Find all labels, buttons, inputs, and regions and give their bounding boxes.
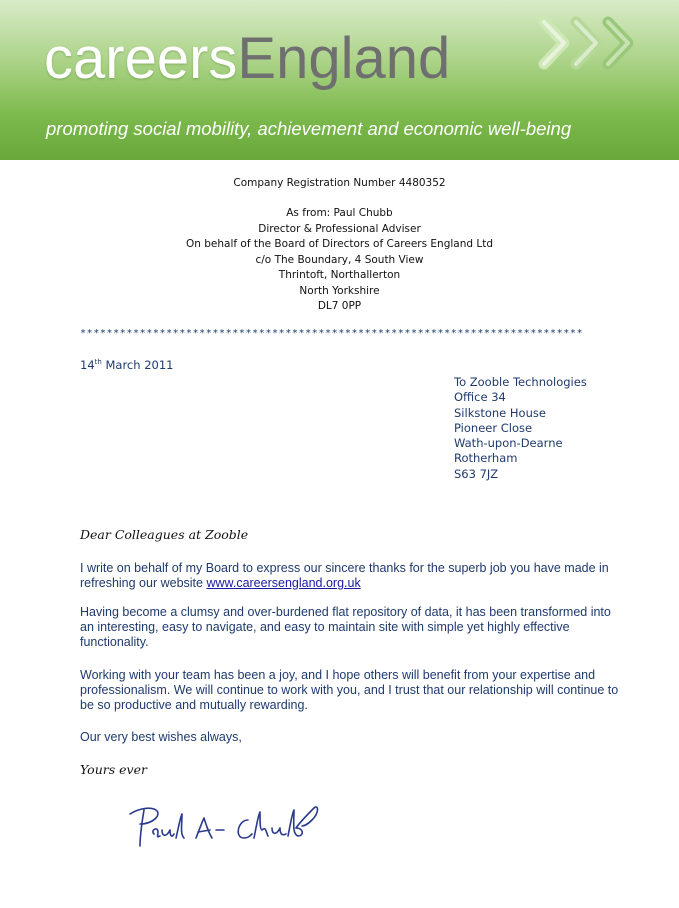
sender-line: DL7 0PP bbox=[317, 300, 362, 312]
recipient-line: Silkstone House bbox=[454, 405, 546, 420]
salutation: Dear Colleagues at Zooble bbox=[80, 527, 249, 542]
triple-chevron-right-icon bbox=[538, 14, 658, 72]
recipient-line: To Zooble Technologies bbox=[454, 375, 587, 389]
closing: Yours ever bbox=[80, 762, 147, 777]
logo-word-england: England bbox=[237, 26, 451, 91]
paragraph-partnership: Working with your team has been a joy, and I hope others will benefit from your expertise and professionalism. We will continue to work with you, and I trust that our relationship will continue to be so productive and mutually rewarding. bbox=[80, 668, 619, 712]
sender-line: As from: Paul Chubb bbox=[286, 207, 393, 219]
paragraph-thanks: I write on behalf of my Board to express our sincere thanks for the superb job you have made in refreshing our website www.careersengland.org.uk bbox=[80, 561, 609, 590]
careers-england-logo bbox=[44, 26, 451, 91]
recipient-line: Wath-upon-Dearne bbox=[454, 436, 563, 451]
handwritten-signature bbox=[126, 800, 326, 852]
best-wishes: Our very best wishes always, bbox=[80, 730, 242, 744]
tagline: promoting social mobility, achievement and economic well-being bbox=[46, 118, 572, 139]
sender-line: Thrintoft, Northallerton bbox=[278, 269, 401, 281]
website-link[interactable]: www.careersengland.org.uk bbox=[206, 576, 361, 590]
registration-number: Company Registration Number 4480352 bbox=[233, 177, 446, 189]
logo-word-careers: careers bbox=[44, 26, 238, 91]
sender-line: c/o The Boundary, 4 South View bbox=[255, 253, 424, 266]
letter-date: 14th March 2011 bbox=[80, 358, 174, 372]
sender-line: North Yorkshire bbox=[299, 284, 380, 297]
paragraph-transformation: Having become a clumsy and over-burdened flat repository of data, it has been transformed into an interesting, easy to navigate, and easy to maintain site with simple yet highly effective functionality. bbox=[80, 605, 611, 649]
recipient-address bbox=[454, 375, 587, 482]
recipient-line: Rotherham bbox=[454, 451, 518, 466]
header-banner bbox=[0, 0, 679, 160]
recipient-line: Office 34 bbox=[454, 390, 506, 405]
recipient-line: Pioneer Close bbox=[454, 420, 533, 435]
sender-line: On behalf of the Board of Directors of Careers England Ltd bbox=[185, 238, 494, 250]
sender-line: Director & Professional Adviser bbox=[258, 222, 421, 235]
sender-address bbox=[0, 206, 679, 315]
recipient-line: S63 7JZ bbox=[454, 466, 499, 481]
separator-line: **************************************************************************** bbox=[80, 328, 584, 339]
